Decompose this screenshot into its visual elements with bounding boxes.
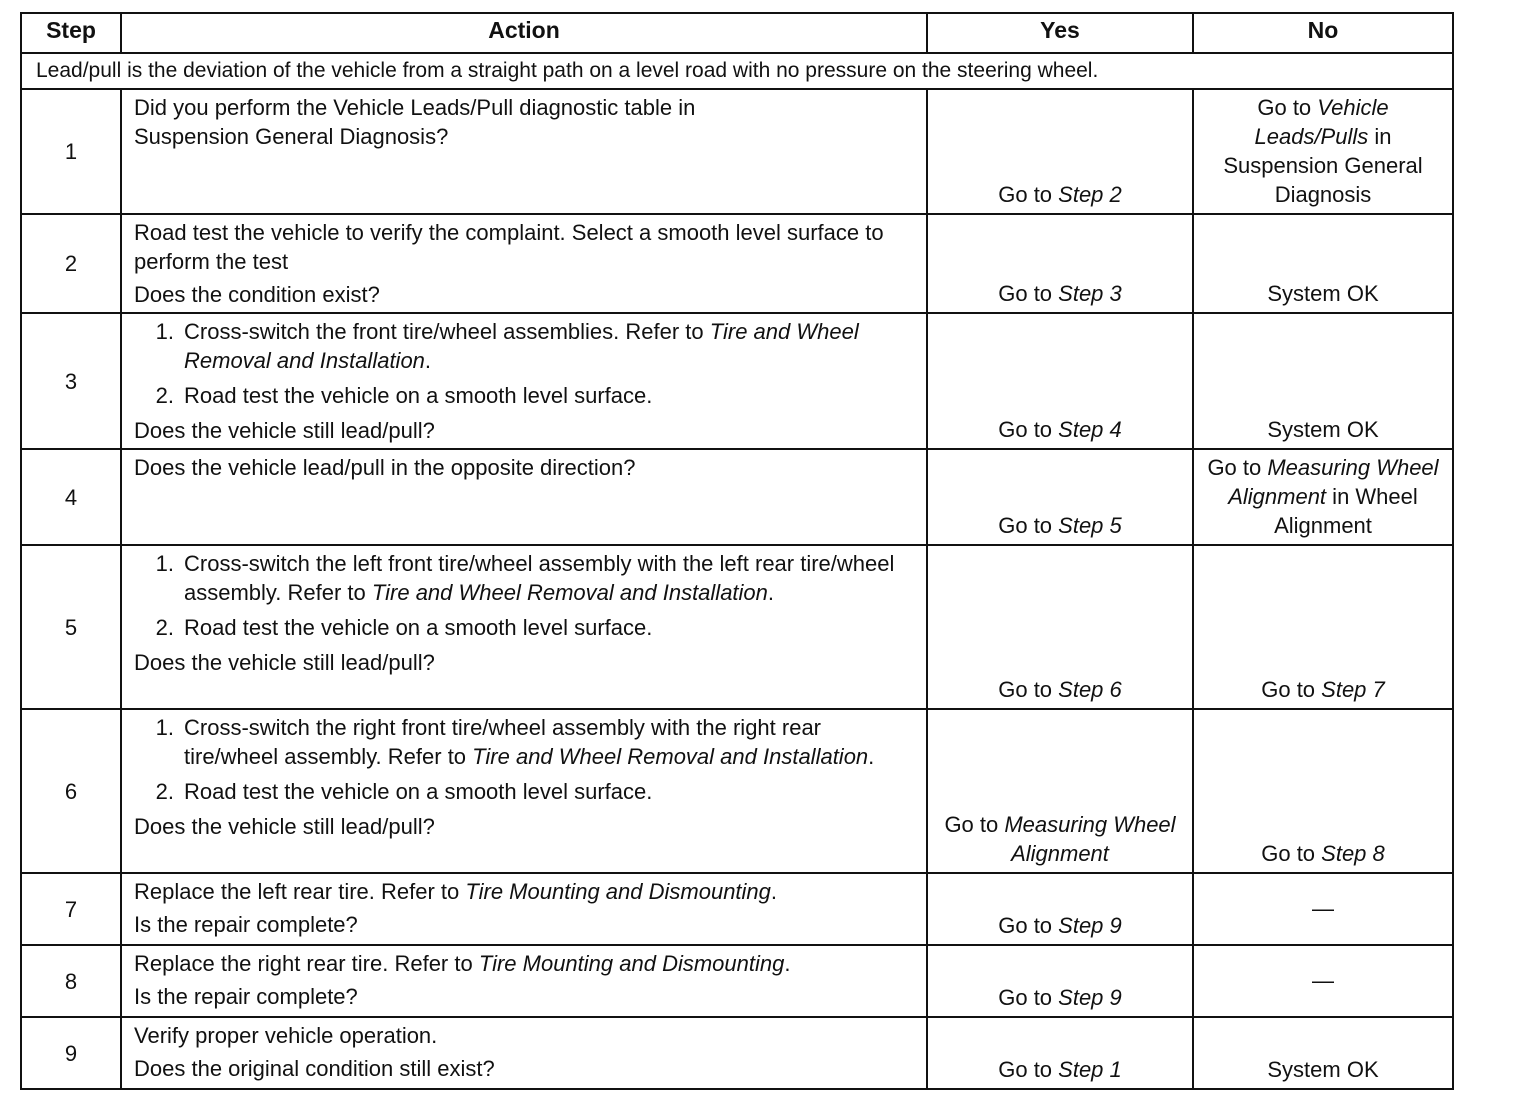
header-action: Action — [121, 13, 927, 53]
no-cell: System OK — [1193, 1017, 1453, 1089]
header-row — [21, 13, 1453, 53]
action-cell — [121, 313, 927, 449]
table-row — [21, 709, 1453, 873]
list-item: 2. Road test the vehicle on a smooth level surface. — [155, 615, 653, 640]
list-item: 1. Cross-switch the right front tire/wheel assembly with the right rear tire/wheel assembly. Refer to Tire and Wheel Removal and Installation. — [155, 715, 875, 769]
action-cell: Replace the left rear tire. Refer to Tire Mounting and Dismounting. Is the repair complete? — [121, 873, 927, 945]
reference-link[interactable]: Tire and Wheel Removal and Installation — [371, 580, 768, 605]
yes-cell: Go to Step 5 — [927, 449, 1193, 545]
action-list — [134, 713, 914, 806]
action-cell: Replace the right rear tire. Refer to Tire Mounting and Dismounting. Is the repair complete? — [121, 945, 927, 1017]
action-cell — [121, 449, 927, 545]
action-text: Verify proper vehicle operation. — [134, 1023, 438, 1048]
table-row — [21, 1017, 1453, 1089]
no-cell: System OK — [1193, 214, 1453, 313]
action-text: Replace the left rear tire. Refer to — [134, 879, 466, 904]
list-item: 2. Road test the vehicle on a smooth level surface. — [155, 383, 653, 408]
action-text: Replace the right rear tire. Refer to — [134, 951, 479, 976]
step-link[interactable]: Step 7 — [1321, 677, 1385, 702]
reference-link[interactable]: Measuring Wheel Alignment — [1228, 455, 1439, 509]
list-item: 1. Cross-switch the front tire/wheel assemblies. Refer to Tire and Wheel Removal and Installation. — [155, 319, 859, 373]
yes-cell: Go to Step 9 — [927, 945, 1193, 1017]
intro-text: Lead/pull is the deviation of the vehicle from a straight path on a level road with no pressure on the steering wheel. — [21, 53, 1453, 89]
table-row — [21, 945, 1453, 1017]
action-question: Is the repair complete? — [134, 912, 358, 937]
reference-link[interactable]: Vehicle Leads/Pulls — [1254, 95, 1389, 149]
list-item: 2. Road test the vehicle on a smooth level surface. — [155, 779, 653, 804]
step-link[interactable]: Step 1 — [1058, 1057, 1122, 1082]
yes-cell: Go to Step 3 — [927, 214, 1193, 313]
no-cell: Go to Vehicle Leads/Pulls in Suspension General Diagnosis — [1193, 89, 1453, 214]
action-text: Road test the vehicle to verify the complaint. Select a smooth level surface to perform the test — [134, 220, 884, 274]
action-question: Does the condition exist? — [134, 282, 380, 307]
action-question: Does the original condition still exist? — [134, 1056, 495, 1081]
step-number: 6 — [21, 709, 121, 873]
reference-link[interactable]: Measuring Wheel Alignment — [1004, 812, 1176, 866]
yes-cell: Go to Step 1 — [927, 1017, 1193, 1089]
yes-cell: Go to Step 6 — [927, 545, 1193, 709]
step-number: 3 — [21, 313, 121, 449]
action-cell — [121, 89, 927, 214]
no-cell: Go to Measuring Wheel Alignment in Wheel Alignment — [1193, 449, 1453, 545]
action-text: Does the vehicle lead/pull in the opposite direction? — [134, 455, 636, 480]
no-cell: Go to Step 8 — [1193, 709, 1453, 873]
action-text: Did you perform the Vehicle Leads/Pull diagnostic table in — [134, 95, 696, 120]
step-link[interactable]: Step 4 — [1058, 417, 1122, 442]
list-item: 1. Cross-switch the left front tire/wheel assembly with the left rear tire/wheel assembly. Refer to Tire and Wheel Removal and Installation. — [155, 551, 895, 605]
step-number: 8 — [21, 945, 121, 1017]
no-cell: System OK — [1193, 313, 1453, 449]
step-link[interactable]: Step 8 — [1321, 841, 1385, 866]
table-row — [21, 873, 1453, 945]
reference-link[interactable]: Tire and Wheel Removal and Installation — [472, 744, 869, 769]
action-cell — [121, 709, 927, 873]
action-question: Does the vehicle still lead/pull? — [134, 650, 435, 675]
action-question: Does the vehicle still lead/pull? — [134, 814, 435, 839]
header-step: Step — [21, 13, 121, 53]
yes-cell: Go to Measuring Wheel Alignment — [927, 709, 1193, 873]
header-yes: Yes — [927, 13, 1193, 53]
header-no: No — [1193, 13, 1453, 53]
step-link[interactable]: Step 5 — [1058, 513, 1122, 538]
yes-cell: Go to Step 9 — [927, 873, 1193, 945]
step-link[interactable]: Step 2 — [1058, 182, 1122, 207]
step-link[interactable]: Step 9 — [1058, 985, 1122, 1010]
action-question: Is the repair complete? — [134, 984, 358, 1009]
step-number: 2 — [21, 214, 121, 313]
table-row — [21, 313, 1453, 449]
action-text: Suspension General Diagnosis? — [134, 124, 449, 149]
yes-cell: Go to Step 2 — [927, 89, 1193, 214]
action-cell — [121, 214, 927, 313]
step-number: 9 — [21, 1017, 121, 1089]
table-row — [21, 545, 1453, 709]
action-list — [134, 317, 914, 410]
step-link[interactable]: Step 3 — [1058, 281, 1122, 306]
intro-row — [21, 53, 1453, 89]
action-cell — [121, 545, 927, 709]
no-cell: Go to Step 7 — [1193, 545, 1453, 709]
step-number: 7 — [21, 873, 121, 945]
reference-link[interactable]: Tire and Wheel Removal and Installation — [184, 319, 859, 373]
reference-link[interactable]: Tire Mounting and Dismounting — [465, 879, 771, 904]
action-question: Does the vehicle still lead/pull? — [134, 418, 435, 443]
step-link[interactable]: Step 6 — [1058, 677, 1122, 702]
step-number: 1 — [21, 89, 121, 214]
action-list — [134, 549, 914, 642]
yes-cell: Go to Step 4 — [927, 313, 1193, 449]
step-number: 5 — [21, 545, 121, 709]
diagnostic-table — [20, 12, 1454, 1090]
no-cell: — — [1193, 873, 1453, 945]
table-row — [21, 214, 1453, 313]
table-row — [21, 449, 1453, 545]
table-row — [21, 89, 1453, 214]
no-cell: — — [1193, 945, 1453, 1017]
step-number: 4 — [21, 449, 121, 545]
step-link[interactable]: Step 9 — [1058, 913, 1122, 938]
action-cell — [121, 1017, 927, 1089]
reference-link[interactable]: Tire Mounting and Dismounting — [478, 951, 785, 976]
